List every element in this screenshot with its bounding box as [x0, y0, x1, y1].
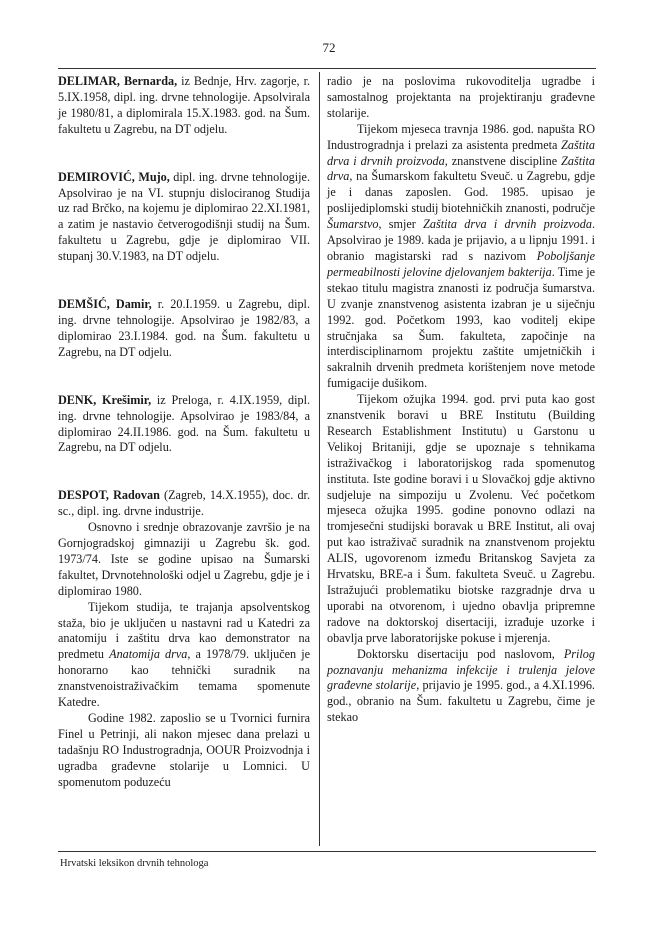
entry-text: r. 20.I.1959. u Zagrebu, dipl. ing. drvne tehnologije. Apsolvirao je 1982/83, a diplomirao 23.I.1984. god. na Šum. fakultetu u Zagrebu, na DT odjelu. — [58, 297, 310, 359]
italic-term: Anatomija drva — [109, 647, 188, 662]
header-rule — [58, 68, 596, 69]
italic-term: Poboljšanje permeabilnosti jelovine djelovanjem bakterija — [327, 248, 595, 279]
entry-given-name: Krešimir, — [102, 392, 152, 407]
paragraph: Godine 1982. zaposlio se u Tvornici furnira Finel u Petrinji, ali nakon mjesec dana prelazi u tadašnju RO Industrogradnja, OOUR Proizvodnja i ugradba građevne stolarije u Lomnici. U spomenutom poduzeću — [58, 711, 310, 789]
paragraph: Osnovno i srednje obrazovanje završio je na Gornjogradskoj gimnaziji u Zagrebu šk. god. 1973/74. Iste se godine upisao na Šumarski fakultet, Drvnotehnološki odjel u Zagrebu, gdje je i diplomirao 1980. — [58, 520, 310, 598]
italic-term: Zaštita drva i drvnih proizvoda — [423, 217, 592, 232]
paragraph: Tijekom studija, te trajanja apsolventskog staža, bio je uključen u nastavni rad u Katedri za anatomiju i zaštitu drva kao demonstrator na predmetu Anatomija drva, a 1978/79. uključen je honorarno kao tehnički suradnik na znanstvenoistraživačkim temama spomenute Katedre. — [58, 599, 311, 710]
entry-denk — [58, 393, 310, 457]
entry-despot — [58, 488, 310, 790]
page-number: 72 — [322, 40, 336, 55]
entry-surname: DENK, — [58, 392, 97, 407]
entry-demsic — [58, 297, 310, 361]
footer-rule — [58, 851, 596, 852]
italic-term: Prilog poznavanju mehanizma infekcije i trulenja jelove građevne stolarije, — [327, 646, 595, 693]
italic-term: Zaštita drva i drvnih proizvoda — [327, 137, 595, 168]
entry-surname: DESPOT, — [58, 488, 109, 503]
entry-given-name: Mujo, — [138, 169, 170, 184]
entry-given-name: Bernarda, — [123, 74, 178, 88]
entry-surname: DELIMAR, — [58, 74, 120, 88]
entry-text: (Zagreb, 14.X.1955), doc. dr. sc., dipl. ing. drvne industrije. — [58, 488, 310, 519]
entry-given-name: Radovan — [113, 488, 160, 503]
entry-delimar — [58, 74, 310, 138]
entry-given-name: Damir, — [115, 297, 152, 312]
footer-title: Hrvatski leksikon drvnih tehnologa — [60, 858, 209, 869]
paragraph: Tijekom mjeseca travnja 1986. god. napušta RO Industrogradnja i prelazi za asistenta predmeta Zaštita drva i drvnih proizvoda, znanstvene discipline Zaštita drva, na Šumarskom fakultetu Sveuč. u Zagrebu, gdje je i danas zaposlen. God. 1985. upisao je poslijediplomski studij biotehničkih znanosti, područje Šumarstvo, smjer Zaštita drva i drvnih proizvoda. Apsolvirao je 1989. kada je prijavio, a u lipnju 1991. i obranio magistarski rad s nazivom Poboljšanje permeabilnosti jelovine djelovanjem bakterija. Time je stekao titulu magistra znanosti iz područja šumarstva. U zvanje znanstvenog asistenta izabran je u siječnju 1992. god. Početkom 1993, kao voditelj ekipe stručnjaka sa Šum. fakulteta, započinje na interdisciplinarnom projektu zaštite umjetničkih i sakralnih drvenih predmeta korištenjem nove metode fumigacije dušikom. — [327, 121, 596, 391]
entry-demirovic — [58, 170, 310, 265]
italic-term: Šumarstvo — [327, 217, 379, 232]
entry-text: iz Bednje, Hrv. zagorje, r. 5.IX.1958, dipl. ing. drvne tehnologije. Apsolvirala je 1980/81, a diplomirala 15.X.1983. god. na Šum. fakultetu u Zagrebu, na DT odjelu. — [58, 74, 310, 136]
italic-term: Zaštita drva — [327, 153, 596, 184]
right-column — [327, 74, 595, 726]
paragraph: Doktorsku disertaciju pod naslovom, Prilog poznavanju mehanizma infekcije i trulenja jelove građevne stolarije, prijavio je 1995. god., a 4.XI.1996. god., obranio na Šum. fakultetu u Zagrebu, čime je stekao — [327, 646, 595, 725]
entry-text: iz Preloga, r. 4.IX.1959, dipl. ing. drvne tehnologije. Apsolvirao je 1983/84, a diplomirao 24.II.1986. god. na Šum. fakultetu u Zagrebu, na DT odjelu. — [58, 392, 311, 455]
paragraph: radio je na poslovima rukovoditelja ugradbe i samostalnog projektanta na projektiranju građevne stolarije. — [327, 74, 595, 120]
entry-text: dipl. ing. drvne tehnologije. Apsolvirao je na VI. stupnju dislociranog Studija uz rad Brčko, na kojemu je diplomirao 22.XI.1981, a zatim je nastavio četverogodišnji studij na Šum. fakultetu u Zagrebu, gdje je diplomirao VII. stupanj 30.V.1983, na DT odjelu. — [58, 169, 310, 264]
paragraph: Tijekom ožujka 1994. god. prvi puta kao gost znanstvenik boravi u BRE Institutu (Building Research Establishment Institutu) u Garstonu u Velikoj Britaniji, gdje se upoznaje s tehnikama istraživačkog i laboratorijskog rada spomenutog instituta. Iste godine boravi i u Slovačkoj gdje aktivno sudjeluje na simpoziju u Zvolenu. Već početkom mjeseca ožujka 1995. godine ponovno odlazi na tromjesečni studijski boravak u BRE Institut, ali ovaj put kao istraživač suradnik na znanstvenom projektu ALIS, ugovorenom između Britanskog Savjeta za Hrvatsku, BRE-a i Šum. fakulteta Sveuč. u Zagrebu. Istražujući problematiku biotske razgradnje drva u uporabi na otvorenom, i ujedno obavlja pripremne radove na doktorskoj disertaciji, izrađuje uzorke i obavlja prve laboratorijske pokuse i mjerenja. — [327, 392, 595, 645]
left-column — [58, 74, 310, 791]
column-divider — [319, 72, 320, 846]
entry-surname: DEMIROVIĆ, — [58, 169, 135, 184]
entry-surname: DEMŠIĆ, — [58, 297, 110, 312]
